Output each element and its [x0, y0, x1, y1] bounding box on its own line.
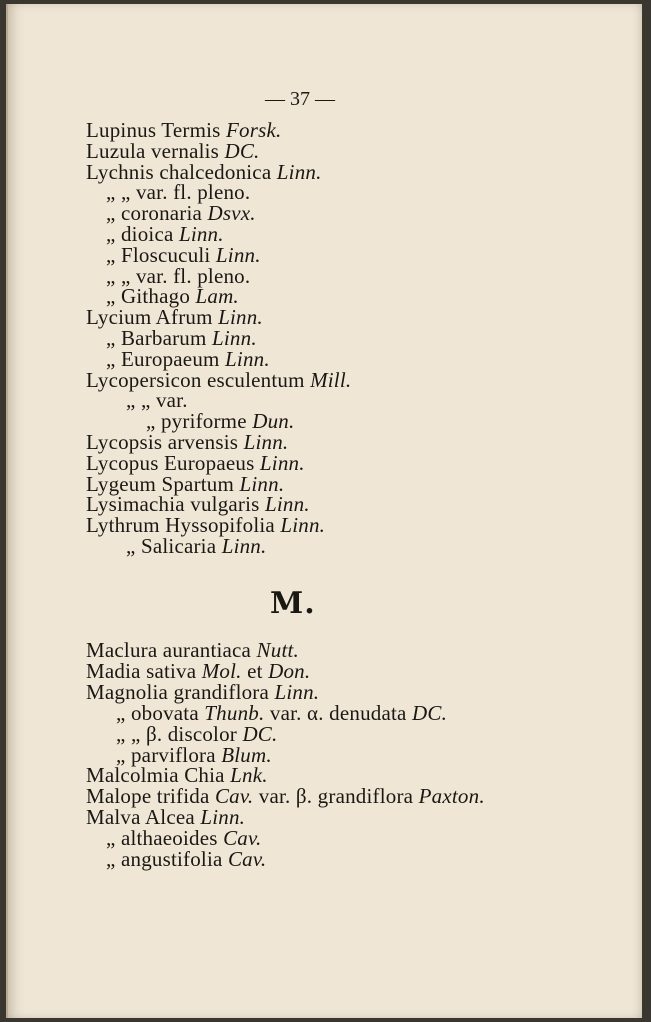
entry-name: Lycopsis arvensis — [86, 430, 244, 454]
entry-author: Linn. — [280, 513, 326, 538]
entry-author: Linn. — [200, 805, 246, 830]
section-heading: M. — [270, 586, 316, 621]
page-number: — 37 — — [265, 88, 335, 110]
entry-author: Lam. — [195, 284, 239, 309]
entry-author: Forsk. — [225, 118, 282, 142]
entry-author: Lnk. — [230, 763, 268, 788]
entry-name: Lupinus Termis — [86, 118, 226, 142]
entry-name: „ „ β. discolor — [116, 721, 243, 746]
entry-author: Don. — [268, 658, 311, 683]
entry-author: Cav. — [227, 847, 267, 871]
entry-author: Mol. — [201, 658, 242, 683]
entry-name: „ Barbarum — [106, 326, 212, 350]
entry-name: Malva Alcea — [86, 805, 201, 830]
entry-name: Malcolmia Chia — [86, 763, 231, 788]
entry-author: Linn. — [243, 430, 289, 454]
entry-author: Blum. — [221, 742, 272, 767]
entry-name: „ Europaeum — [106, 346, 226, 371]
entry-author: Linn. — [274, 679, 320, 704]
entry-author: Linn. — [212, 326, 257, 350]
entry-author: Linn. — [215, 242, 261, 267]
entry-name: „ Salicaria — [126, 534, 222, 558]
entry-name: Lythrum Hyssopifolia — [86, 513, 281, 538]
entry-author: Cav. — [223, 826, 262, 851]
entry-author: Dun. — [252, 409, 295, 434]
entry-name: „ coronaria — [106, 201, 208, 226]
entry-author: DC. — [224, 138, 260, 163]
entry-name: „ angustifolia — [106, 847, 228, 871]
entry-variety: et — [241, 658, 269, 683]
entry-name: Lycium Afrum — [86, 305, 219, 330]
entry-name: Maclura aurantiaca — [86, 638, 257, 662]
entry-author: Linn. — [218, 305, 263, 330]
entry-name: Lygeum Spartum — [86, 471, 240, 496]
entry-name: „ parviflora — [116, 742, 222, 767]
entry-variety: var. β. grandiflora — [253, 784, 419, 809]
entry-name: „ pyriforme — [146, 409, 253, 434]
entry-author: Paxton. — [418, 784, 485, 809]
entry-name: „ Floscuculi — [106, 242, 216, 267]
entry-variety: var. α. denudata — [264, 700, 412, 725]
entry-line — [126, 534, 266, 559]
entry-author: Linn. — [276, 159, 322, 184]
entry-name: Luzula vernalis — [86, 138, 225, 163]
entry-line — [106, 847, 266, 872]
entry-name: „ „ var. — [126, 388, 188, 413]
entry-name: Malope trifida — [86, 784, 215, 809]
entry-author: DC. — [412, 700, 448, 725]
entry-name: „ althaeoides — [106, 826, 224, 851]
entry-name: Lycopersicon esculentum — [86, 367, 311, 392]
entry-author: Nutt. — [256, 638, 299, 662]
entry-author: Dsvx. — [207, 201, 256, 226]
entry-author: Linn. — [221, 534, 267, 558]
entry-name: Lysimachia vulgaris — [86, 492, 265, 517]
entry-name: Magnolia grandiflora — [86, 679, 275, 704]
entry-name: „ „ var. fl. pleno. — [106, 180, 251, 205]
entry-name: „ Githago — [106, 284, 196, 309]
entry-name: Lychnis chalcedonica — [86, 159, 277, 184]
entry-author: Mill. — [310, 367, 352, 392]
entry-author: Linn. — [178, 222, 224, 246]
entry-name: Lycopus Europaeus — [86, 450, 260, 475]
page-fold — [6, 4, 8, 1018]
entry-author: Linn. — [239, 471, 285, 496]
entry-name: „ „ var. fl. pleno. — [106, 263, 251, 288]
entry-author: Linn. — [259, 450, 305, 475]
entry-name: „ obovata — [116, 700, 205, 725]
entry-name: „ dioica — [106, 222, 179, 246]
entry-author: Thunb. — [204, 700, 265, 725]
entry-author: Linn. — [264, 492, 310, 517]
entry-author: DC. — [242, 721, 278, 746]
entry-author: Linn. — [225, 346, 270, 371]
entry-author: Cav. — [214, 784, 254, 809]
entry-name: Madia sativa — [86, 658, 202, 683]
